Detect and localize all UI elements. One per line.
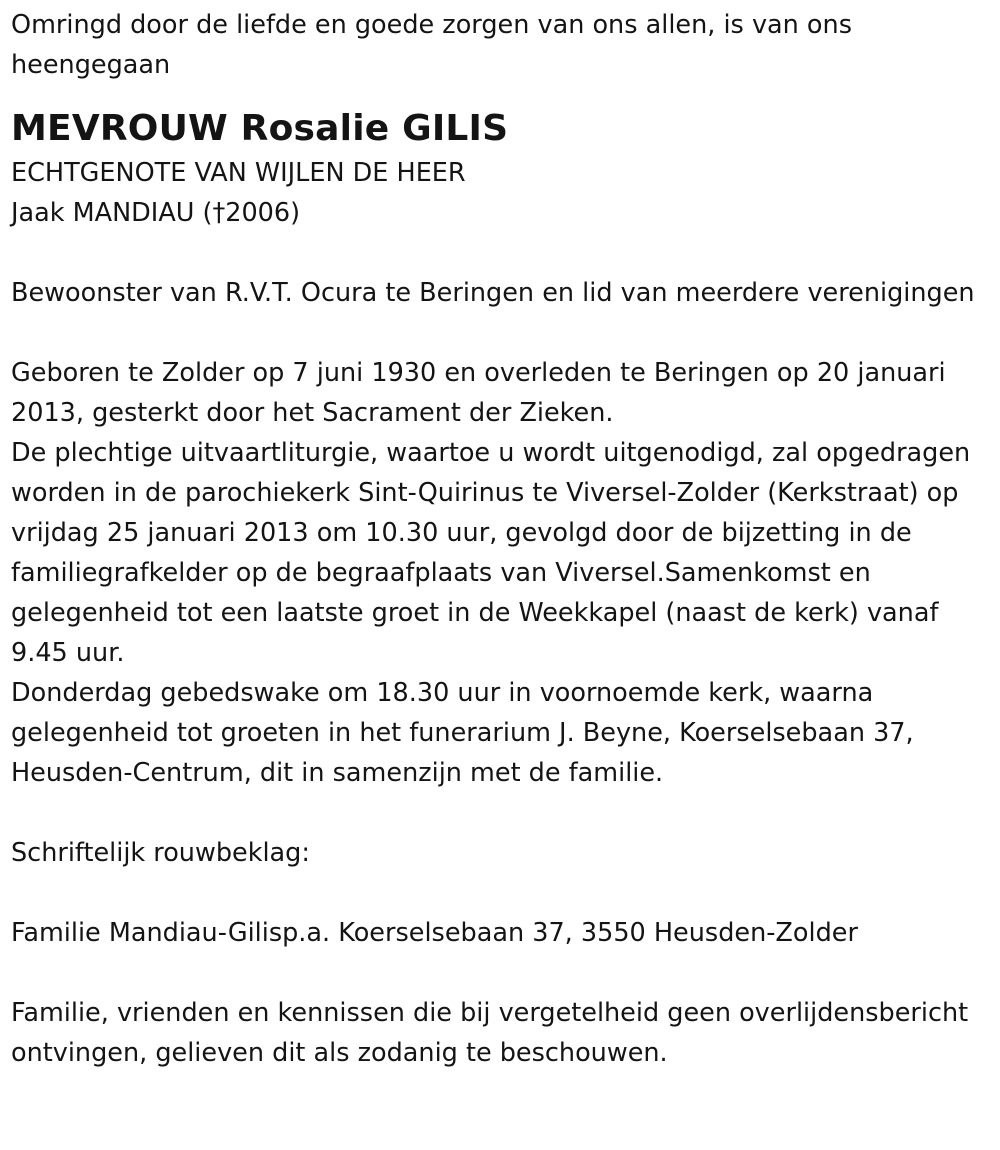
closing-text: Familie, vrienden en kennissen die bij vergetelheid geen overlijdensbericht ontvingen, gelieven dit als zodanig te beschouwen.: [11, 998, 969, 1068]
condolence-address: Familie Mandiau-Gilisp.a. Koerselsebaan 37, 3550 Heusden-Zolder: [11, 918, 858, 948]
spacer: [11, 233, 986, 273]
deceased-name: MEVROUW Rosalie GILIS: [11, 108, 509, 149]
spouse-line-2: Jaak MANDIAU (†2006): [11, 198, 301, 228]
wake-text: Donderdag gebedswake om 18.30 uur in voornoemde kerk, waarna gelegenheid tot groeten in het funerarium J. Beyne, Koerselsebaan 37, Heusden-Centrum, dit in samenzijn met de familie.: [11, 678, 914, 788]
residence-text: Bewoonster van R.V.T. Ocura te Beringen en lid van meerdere verenigingen: [11, 278, 975, 308]
intro-text: Omringd door de liefde en goede zorgen van ons allen, is van ons heengegaan: [11, 10, 852, 80]
spacer: [11, 953, 986, 993]
condolence-heading: Schriftelijk rouwbeklag:: [11, 838, 310, 868]
birth-death-text: Geboren te Zolder op 7 juni 1930 en overleden te Beringen op 20 januari 2013, gesterkt door het Sacrament der Zieken.: [11, 358, 946, 428]
spacer: [11, 873, 986, 913]
spouse-line-1: ECHTGENOTE VAN WIJLEN DE HEER: [11, 158, 466, 188]
obituary-notice: [11, 5, 986, 1073]
funeral-text: De plechtige uitvaartliturgie, waartoe u wordt uitgenodigd, zal opgedragen worden in de parochiekerk Sint-Quirinus te Viversel-Zolder (Kerkstraat) op vrijdag 25 januari 2013 om 10.30 uur, gevolgd door de bijzetting in de familiegrafkelder op de begraafplaats van Viversel.Samenkomst en gelegenheid tot een laatste groet in de Weekkapel (naast de kerk) vanaf 9.45 uur.: [11, 438, 971, 668]
spacer: [11, 313, 986, 353]
spacer: [11, 793, 986, 833]
